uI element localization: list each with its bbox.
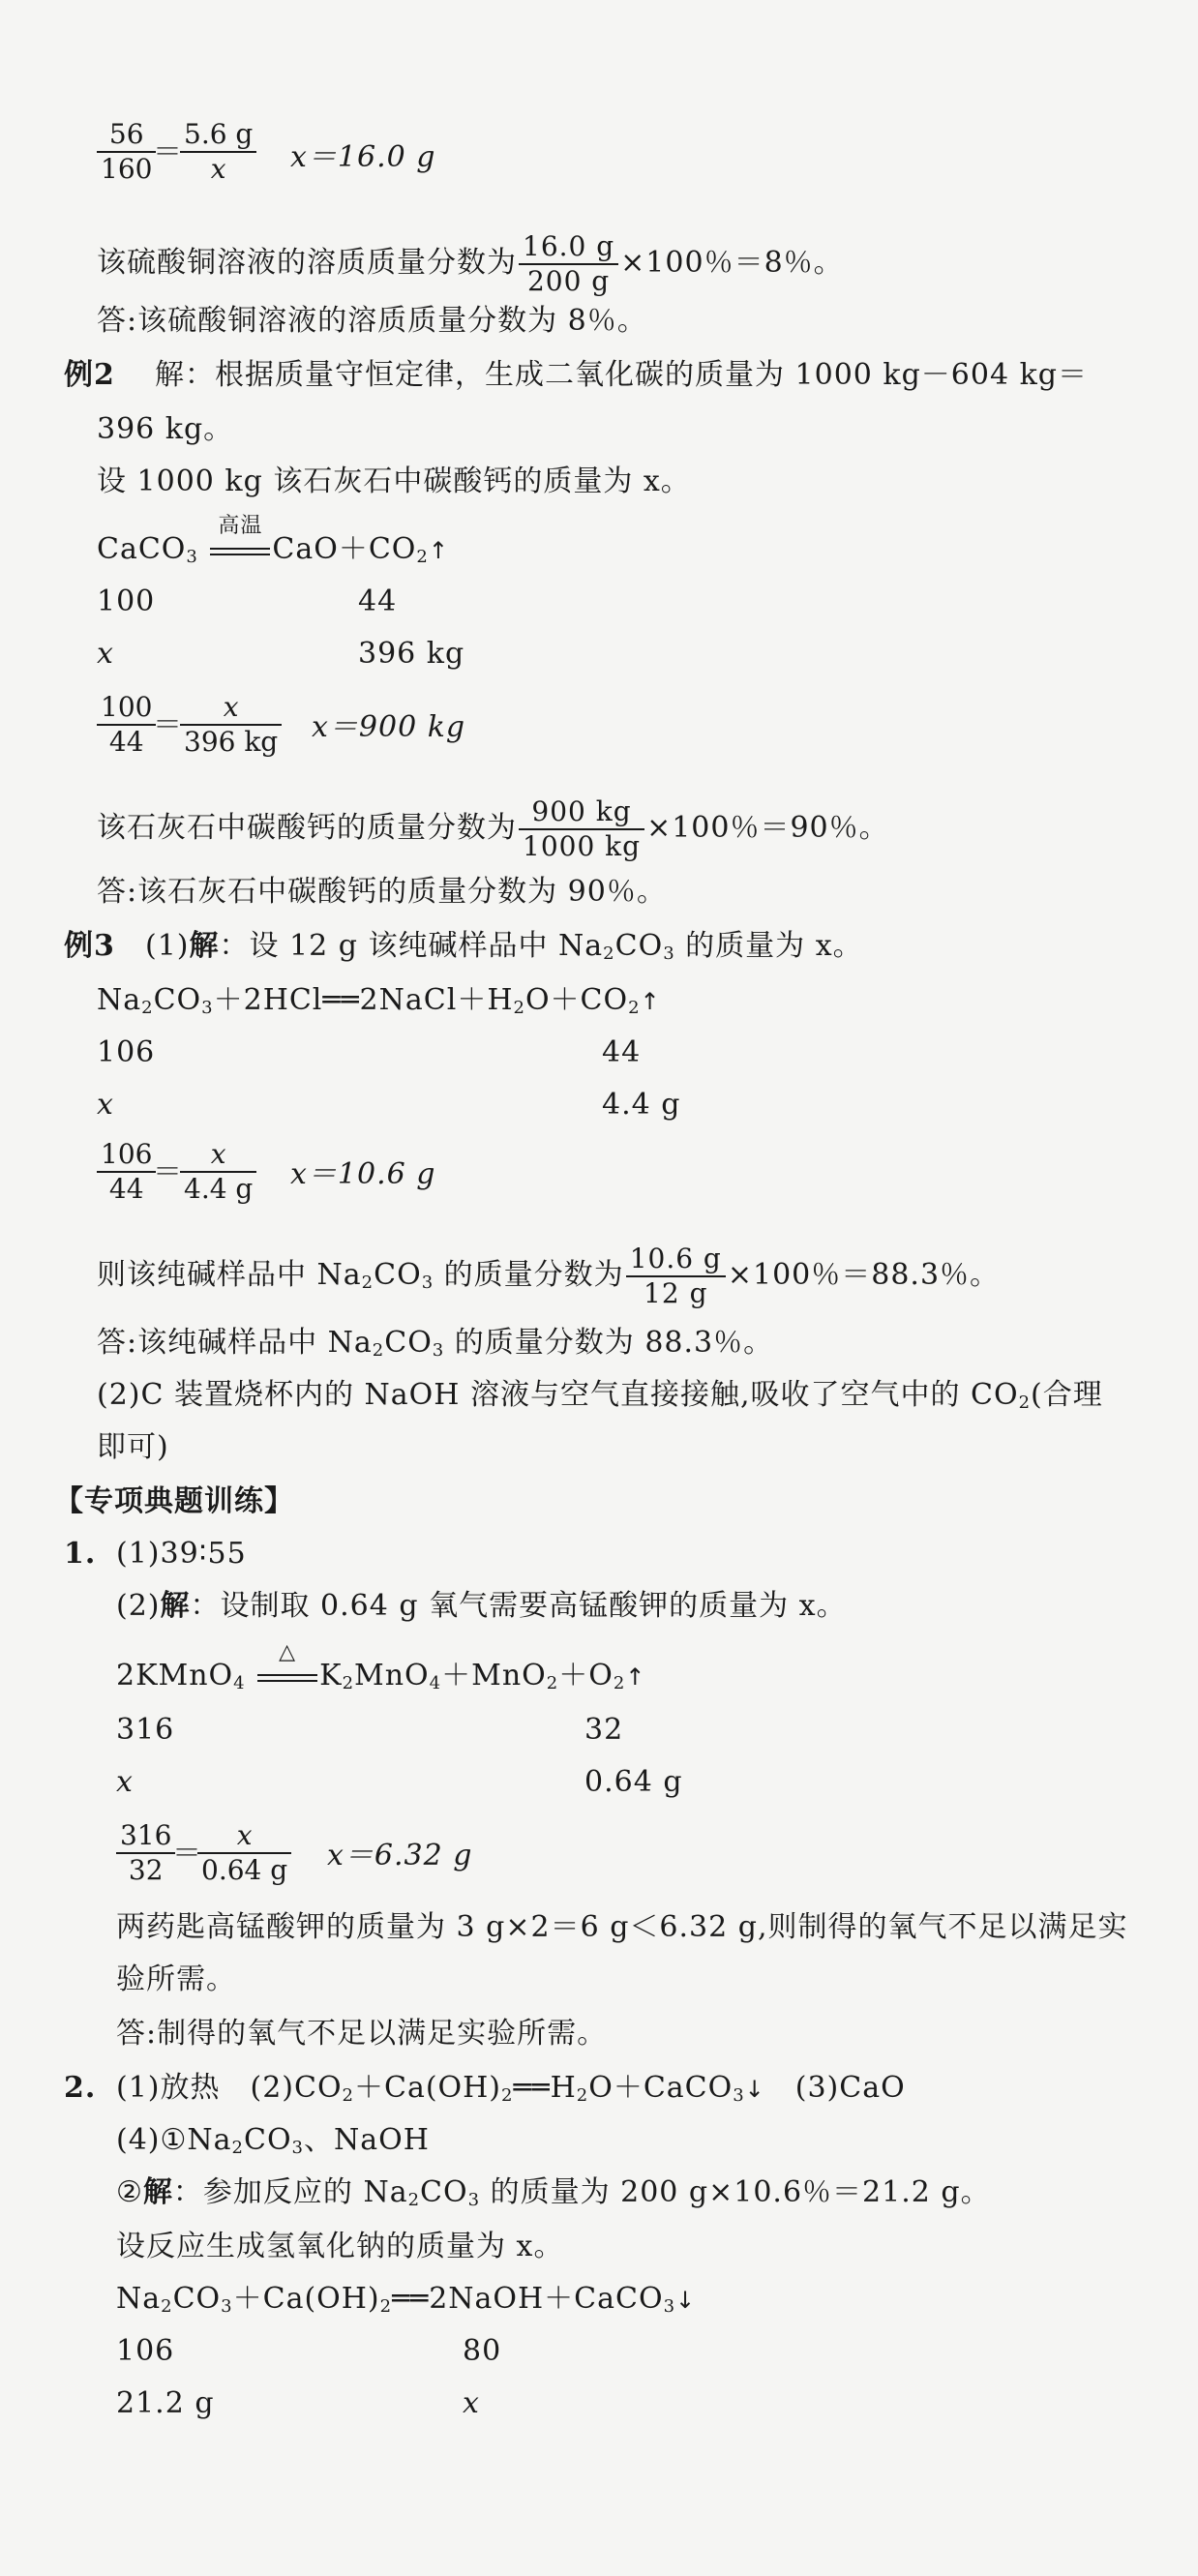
text-line: 100 xyxy=(97,584,156,618)
example-2-solution: 解：根据质量守恒定律，生成二氧化碳的质量为 1000 kg－604 kg＝ xyxy=(155,358,1088,392)
equals-sign: ＝ xyxy=(153,708,183,742)
text-line: 0.64 g xyxy=(584,1765,683,1799)
text-line: 21.2 g xyxy=(116,2386,215,2420)
fraction-900-1000: $\frac{900 kg}{1000 kg}$ xyxy=(519,795,644,863)
result-line: x＝16.0 g xyxy=(290,140,436,174)
example-2-label: 例2 xyxy=(64,358,115,392)
fraction-x-396: $\frac{x}{396 kg}$ xyxy=(180,691,282,759)
chemical-equation: $Na_2CO_3+Ca(OH)_2══2NaOH+CaCO_3↓$ xyxy=(116,2282,697,2317)
heating-triangle-icon: △ xyxy=(257,1662,317,1692)
text-line: 验所需。 xyxy=(116,1962,236,1996)
answer-line: 答:制得的氧气不足以满足实验所需。 xyxy=(116,2017,608,2051)
fraction-56-160: $\frac{56}{160}$ xyxy=(97,118,156,186)
fraction-x-0.64: $\frac{x}{0.64 g}$ xyxy=(197,1819,291,1887)
text-line: 32 xyxy=(584,1713,624,1747)
answer-line: 答:该石灰石中碳酸钙的质量分数为 90％。 xyxy=(97,875,667,909)
up-arrow-icon: ↑ xyxy=(640,988,661,1015)
text-line: (2)解：设制取 0.64 g 氧气需要高锰酸钾的质量为 x。 xyxy=(116,1589,847,1623)
up-arrow-icon: ↑ xyxy=(625,1663,646,1691)
text-line: x xyxy=(97,637,114,671)
mass-fraction-line: 该硫酸铜溶液的溶质质量分数为 $\frac{16.0 g}{200 g}$ ×100％＝8％。 xyxy=(97,230,844,297)
chemical-equation: CaCO$_3$ 高温 $CaO+CO_2↑$ xyxy=(97,514,449,567)
text-line: 396 kg。 xyxy=(97,412,234,446)
text-line: 设反应生成氢氧化钠的质量为 x。 xyxy=(116,2230,564,2263)
fraction-mass-x: $\frac{5.6 g}{x}$ xyxy=(180,118,256,186)
text-line: 两药匙高锰酸钾的质量为 3 g×2＝6 g＜6.32 g,则制得的氧气不足以满足实 xyxy=(116,1910,1128,1944)
equals-sign: ＝ xyxy=(153,1155,183,1189)
text-line: $(4)①Na_2CO_3$、NaOH xyxy=(116,2123,430,2158)
result-line: x＝900 kg xyxy=(312,710,466,744)
result-line: x＝6.32 g xyxy=(327,1839,473,1872)
text-line: x xyxy=(463,2386,480,2420)
down-arrow-icon: ↓ xyxy=(744,2076,765,2103)
text-line: (1)放热 $(2)CO_2+Ca(OH)_2══H_2O+CaCO_3↓$ (3)CaO xyxy=(116,2071,906,2106)
reaction-condition: 高温 xyxy=(210,536,270,565)
question-number: 2. xyxy=(64,2071,97,2105)
question-number: 1. xyxy=(64,1537,97,1571)
mass-fraction-line: 该石灰石中碳酸钙的质量分数为 $\frac{900 kg}{1000 kg}$ ×100％＝90％。 xyxy=(97,795,889,862)
text-line: 即可) xyxy=(97,1430,169,1464)
fraction-100-44: $\frac{100}{44}$ xyxy=(97,691,156,759)
text-line: 设 1000 kg 该石灰石中碳酸钙的质量为 x。 xyxy=(97,464,691,498)
text-line: 44 xyxy=(358,584,398,618)
equals-sign: ＝ xyxy=(153,135,183,169)
fraction-106-44: $\frac{106}{44}$ xyxy=(97,1138,156,1206)
text-line: 316 xyxy=(116,1713,175,1747)
text-line: 396 kg xyxy=(358,637,465,671)
text-line: x xyxy=(97,1088,114,1122)
down-arrow-icon: ↓ xyxy=(675,2287,697,2314)
text-line: (2)C 装置烧杯内的 NaOH 溶液与空气直接接触,吸收了空气中的 $CO_2$(合理 xyxy=(97,1378,1103,1413)
section-heading: 【专项典题训练】 xyxy=(54,1484,294,1518)
mass-fraction-line: 则该纯碱样品中 $Na_2CO_3$ 的质量分数为 $\frac{10.6 g}{12 g}$ ×100％＝88.3％。 xyxy=(97,1243,1001,1309)
text-line: 4.4 g xyxy=(602,1088,681,1122)
equals-sign: ＝ xyxy=(172,1837,202,1871)
fraction-10.6-12: $\frac{10.6 g}{12 g}$ xyxy=(626,1243,726,1310)
fraction-16-200: $\frac{16.0 g}{200 g}$ xyxy=(519,230,618,298)
result-line: x＝10.6 g xyxy=(290,1157,436,1191)
text-line: ②解：参加反应的 $Na_2CO_3$ 的质量为 200 g×10.6％＝21.2 g。 xyxy=(116,2175,991,2210)
example-3-label: 例3 xyxy=(64,929,115,963)
fraction-x-4.4: $\frac{x}{4.4 g}$ xyxy=(180,1138,256,1206)
chemical-equation: $Na_2CO_3+2HCl══2NaCl+H_2O+CO_2↑$ xyxy=(97,983,661,1018)
answer-line: 答:该硫酸铜溶液的溶质质量分数为 8％。 xyxy=(97,304,647,338)
text-line: x xyxy=(116,1765,134,1799)
text-line: 106 xyxy=(97,1035,156,1069)
up-arrow-icon: ↑ xyxy=(428,537,449,564)
chemical-equation: 2KMnO$_4$ △ $K_2MnO_4+MnO_2+O_2↑$ xyxy=(116,1640,646,1693)
text-line: 44 xyxy=(602,1035,642,1069)
fraction-316-32: $\frac{316}{32}$ xyxy=(116,1819,175,1887)
example-3-solution: (1)解：设 12 g 该纯碱样品中 $Na_2CO_3$ 的质量为 x。 xyxy=(145,929,863,964)
answer-line: 答:该纯碱样品中 $Na_2CO_3$ 的质量分数为 88.3％。 xyxy=(97,1326,774,1361)
text-line: 80 xyxy=(463,2334,502,2368)
text-line: 106 xyxy=(116,2334,175,2368)
text-line: (1)39∶55 xyxy=(116,1537,247,1571)
